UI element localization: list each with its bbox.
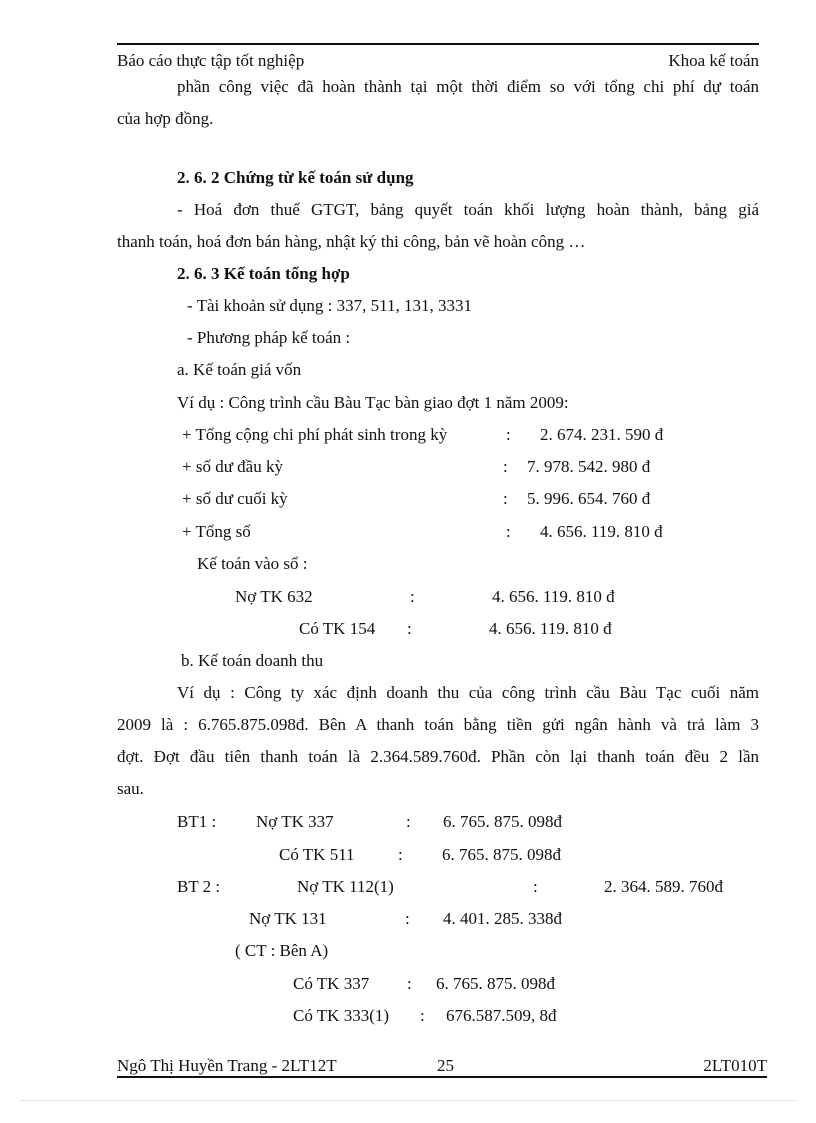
revenue-line-4: sau. <box>117 779 144 798</box>
footer-page-number: 25 <box>437 1056 454 1075</box>
item-opening-balance-colon: : <box>503 457 508 476</box>
bt2-credit-337-label: Có TK 337 <box>293 974 370 993</box>
revenue-line-3: đợt. Đợt đầu tiên thanh toán là 2.364.589.760đ. Phần còn lại thanh toán đều 2 lần <box>117 747 759 766</box>
section-262-line-2: thanh toán, hoá đơn bán hàng, nhật ký thi công, bản vẽ hoàn công … <box>117 232 586 251</box>
footer-code: 2LT010T <box>703 1056 767 1075</box>
item-closing-balance-colon: : <box>503 489 508 508</box>
entry-debit-632-value: 4. 656. 119. 810 đ <box>492 587 615 606</box>
item-total-cost-label: + Tổng cộng chi phí phát sinh trong kỳ <box>182 425 448 444</box>
header-right-text: Khoa kế toán <box>668 51 759 70</box>
bt1-credit-511-value: 6. 765. 875. 098đ <box>442 845 561 864</box>
revenue-example-paragraph <box>117 677 759 805</box>
journal-entry-title: Kế toán vào sổ : <box>197 554 308 573</box>
bt1-debit-337-value: 6. 765. 875. 098đ <box>443 812 562 831</box>
item-total-value: 4. 656. 119. 810 đ <box>540 522 663 541</box>
intro-line-1: phần công việc đã hoàn thành tại một thời điểm so với tổng chi phí dự toán <box>177 77 759 96</box>
revenue-accounting-title: b. Kế toán doanh thu <box>181 651 324 670</box>
bt2-debit-112-colon: : <box>533 877 538 896</box>
entry-debit-632-label: Nợ TK 632 <box>235 587 313 606</box>
bt2-debit-131-value: 4. 401. 285. 338đ <box>443 909 562 928</box>
item-total-label: + Tổng số <box>182 522 251 541</box>
bt2-party-note: ( CT : Bên A) <box>235 941 329 960</box>
intro-paragraph <box>117 71 759 135</box>
bt1-debit-337-colon: : <box>406 812 411 831</box>
accounts-used: - Tài khoản sử dụng : 337, 511, 131, 3331 <box>187 296 472 315</box>
item-opening-balance-value: 7. 978. 542. 980 đ <box>527 457 651 476</box>
bt2-credit-3331-colon: : <box>420 1006 425 1025</box>
revenue-line-1: Ví dụ : Công ty xác định doanh thu của công trình cầu Bàu Tạc cuối năm <box>177 683 759 702</box>
footer-bottom-rule <box>117 1076 767 1078</box>
header-top-rule <box>117 43 759 45</box>
item-opening-balance-label: + số dư đầu kỳ <box>182 457 283 476</box>
item-closing-balance-label: + số dư cuối kỳ <box>182 489 288 508</box>
section-262-line-1: - Hoá đơn thuế GTGT, bảng quyết toán khối lượng hoàn thành, bảng giá <box>177 200 759 219</box>
accounting-method: - Phương pháp kế toán : <box>187 328 351 347</box>
footer-author: Ngô Thị Huyền Trang - 2LT12T <box>117 1056 337 1075</box>
item-total-colon: : <box>506 522 511 541</box>
bt1-tag: BT1 : <box>177 812 217 831</box>
bt2-debit-112-value: 2. 364. 589. 760đ <box>604 877 723 896</box>
bt2-debit-131-label: Nợ TK 131 <box>249 909 327 928</box>
bt2-credit-3331-value: 676.587.509, 8đ <box>446 1006 557 1025</box>
cost-accounting-title: a. Kế toán giá vốn <box>177 360 302 379</box>
item-closing-balance-value: 5. 996. 654. 760 đ <box>527 489 651 508</box>
bt1-debit-337-label: Nợ TK 337 <box>256 812 334 831</box>
cost-accounting-example: Ví dụ : Công trình cầu Bàu Tạc bàn giao đợt 1 năm 2009: <box>177 393 569 412</box>
section-263-heading: 2. 6. 3 Kế toán tổng hợp <box>177 264 350 283</box>
bt2-credit-337-colon: : <box>407 974 412 993</box>
entry-credit-154-value: 4. 656. 119. 810 đ <box>489 619 612 638</box>
bt2-credit-3331-label: Có TK 333(1) <box>293 1006 390 1025</box>
entry-credit-154-colon: : <box>407 619 412 638</box>
bt1-credit-511-label: Có TK 511 <box>279 845 355 864</box>
page-edge-divider <box>20 1100 796 1101</box>
section-262-paragraph <box>117 194 759 258</box>
item-total-cost-colon: : <box>506 425 511 444</box>
bt2-tag: BT 2 : <box>177 877 221 896</box>
revenue-line-2: 2009 là : 6.765.875.098đ. Bên A thanh toán bằng tiền gửi ngân hành và trả làm 3 <box>117 715 759 734</box>
bt2-debit-112-label: Nợ TK 112(1) <box>297 877 394 896</box>
bt1-credit-511-colon: : <box>398 845 403 864</box>
section-262-heading: 2. 6. 2 Chứng từ kế toán sử dụng <box>177 168 414 187</box>
intro-line-2: của hợp đồng. <box>117 109 214 128</box>
item-total-cost-value: 2. 674. 231. 590 đ <box>540 425 664 444</box>
entry-debit-632-colon: : <box>410 587 415 606</box>
bt2-debit-131-colon: : <box>405 909 410 928</box>
entry-credit-154-label: Có TK 154 <box>299 619 376 638</box>
bt2-credit-337-value: 6. 765. 875. 098đ <box>436 974 555 993</box>
header-left-text: Báo cáo thực tập tốt nghiệp <box>117 51 305 70</box>
